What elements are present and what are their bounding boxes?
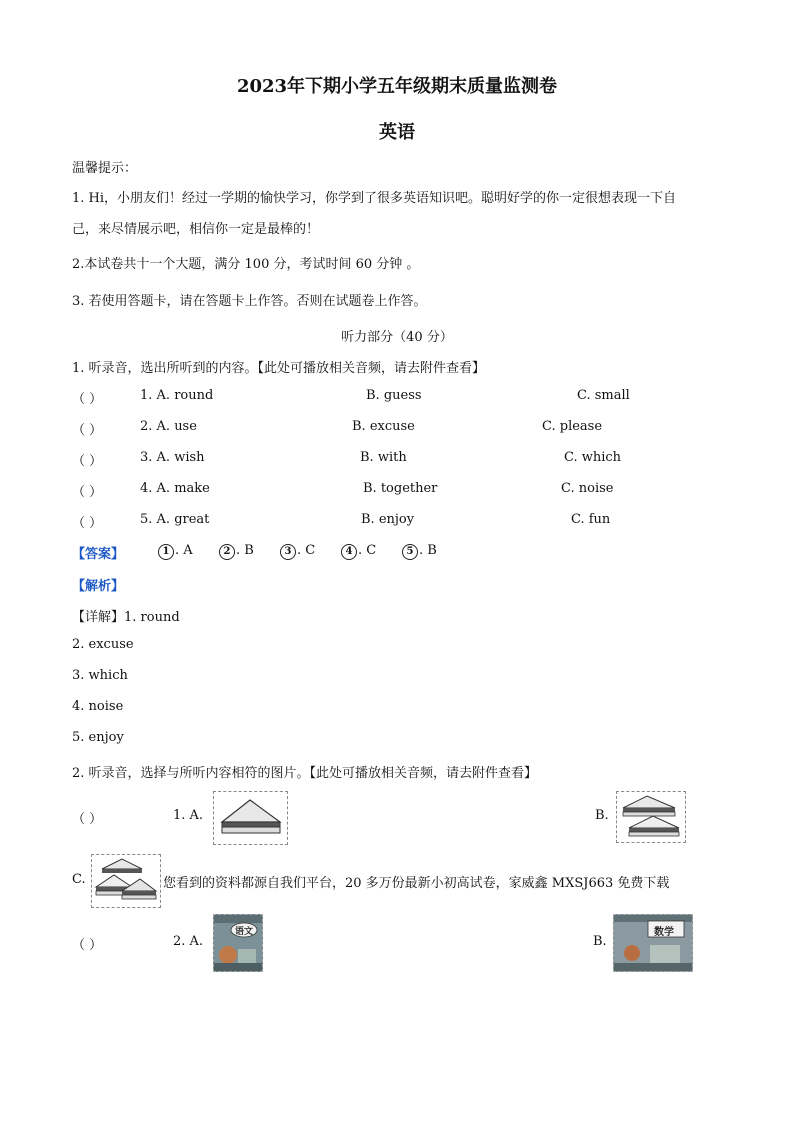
answer-4	[341, 543, 376, 560]
answer-value: . B	[419, 543, 437, 558]
answer-2	[219, 543, 254, 560]
q2-instruction: 2. 听录音，选择与所听内容相符的图片。【此处可播放相关音频，请去附件查看】	[72, 766, 538, 781]
chinese-book-image	[213, 914, 263, 972]
option-b-label: B.	[595, 808, 609, 823]
answer-value: . A	[175, 543, 193, 558]
option-a: 3. A. wish	[140, 450, 205, 465]
answer-value: . B	[236, 543, 254, 558]
sandwich-image-a	[213, 791, 288, 845]
tips-heading: 温馨提示：	[72, 161, 138, 176]
answer-blank: （ ）	[72, 423, 103, 438]
option-a: 2. A. use	[140, 419, 197, 434]
detail-line-3: 3. which	[72, 668, 128, 683]
detail-line-1	[72, 606, 180, 625]
sandwich-image-b	[616, 791, 686, 843]
analysis-label: 【解析】	[72, 579, 125, 594]
sandwich-image-c	[91, 854, 161, 908]
option-b: B. with	[360, 450, 407, 465]
option-c: C. noise	[561, 481, 614, 496]
circled-number: 5	[402, 544, 418, 560]
option-a: 5. A. great	[140, 512, 210, 527]
option-b: B. guess	[366, 388, 422, 403]
option-c: C. which	[564, 450, 622, 465]
answer-blank: （ ）	[72, 392, 103, 407]
tip3: 3. 若使用答题卡，请在答题卡上作答。否则在试题卷上作答。	[72, 294, 427, 309]
answer-blank: （ ）	[72, 516, 103, 531]
two-sandwiches-icon	[617, 792, 685, 842]
answer-label: 【答案】	[72, 547, 125, 562]
option-b-label: B.	[593, 934, 607, 949]
circled-number: 1	[158, 544, 174, 560]
option-b: B. together	[363, 481, 438, 496]
option-a: 4. A. make	[140, 481, 210, 496]
detail-text: 1. round	[124, 610, 180, 625]
circled-number: 2	[219, 544, 235, 560]
book-title: 语文	[235, 927, 254, 937]
option-c-label: C.	[72, 872, 86, 887]
sandwich-icon	[214, 792, 287, 844]
answer-blank: （ ）	[72, 812, 103, 827]
tip1-line2: 己，来尽情展示吧，相信你一定是最棒的！	[72, 222, 320, 237]
option-a: 1. A. round	[140, 388, 214, 403]
detail-label: 【详解】	[72, 610, 125, 625]
promo-text: 您看到的资料都源自我们平台，20 多万份最新小初高试卷，家威鑫 MXSJ663 免费下载	[163, 876, 670, 891]
circled-number: 4	[341, 544, 357, 560]
answer-3	[280, 543, 315, 560]
math-book-image	[613, 914, 693, 972]
book-title: 数学	[654, 927, 674, 938]
doc-title: 2023年下期小学五年级期末质量监测卷	[236, 76, 558, 97]
q1-instruction: 1. 听录音，选出所听到的内容。【此处可播放相关音频，请去附件查看】	[72, 361, 486, 376]
option-a-label: 1. A.	[173, 808, 204, 823]
answer-1	[158, 543, 193, 560]
option-b: B. excuse	[352, 419, 415, 434]
option-c: C. fun	[571, 512, 611, 527]
book-cover-icon	[614, 915, 692, 971]
option-a-label: 2. A.	[173, 934, 204, 949]
answer-value: . C	[297, 543, 316, 558]
tip1-line1: 1. Hi，小朋友们！经过一学期的愉快学习，你学到了很多英语知识吧。聪明好学的你一定很想表现一下自	[72, 191, 677, 206]
section-heading: 听力部分（40 分）	[341, 330, 453, 345]
answer-value: . C	[358, 543, 377, 558]
detail-line-5: 5. enjoy	[72, 730, 124, 745]
answer-blank: （ ）	[72, 938, 103, 953]
tip2: 2.本试卷共十一个大题，满分 100 分，考试时间 60 分钟 。	[72, 257, 420, 272]
answer-blank: （ ）	[72, 485, 103, 500]
three-sandwiches-icon	[92, 855, 160, 907]
option-c: C. small	[577, 388, 630, 403]
doc-subject: 英语	[379, 122, 415, 143]
detail-line-2: 2. excuse	[72, 637, 134, 652]
detail-line-4: 4. noise	[72, 699, 124, 714]
circled-number: 3	[280, 544, 296, 560]
answer-5	[402, 543, 437, 560]
answer-blank: （ ）	[72, 454, 103, 469]
option-c: C. please	[542, 419, 603, 434]
option-b: B. enjoy	[361, 512, 415, 527]
